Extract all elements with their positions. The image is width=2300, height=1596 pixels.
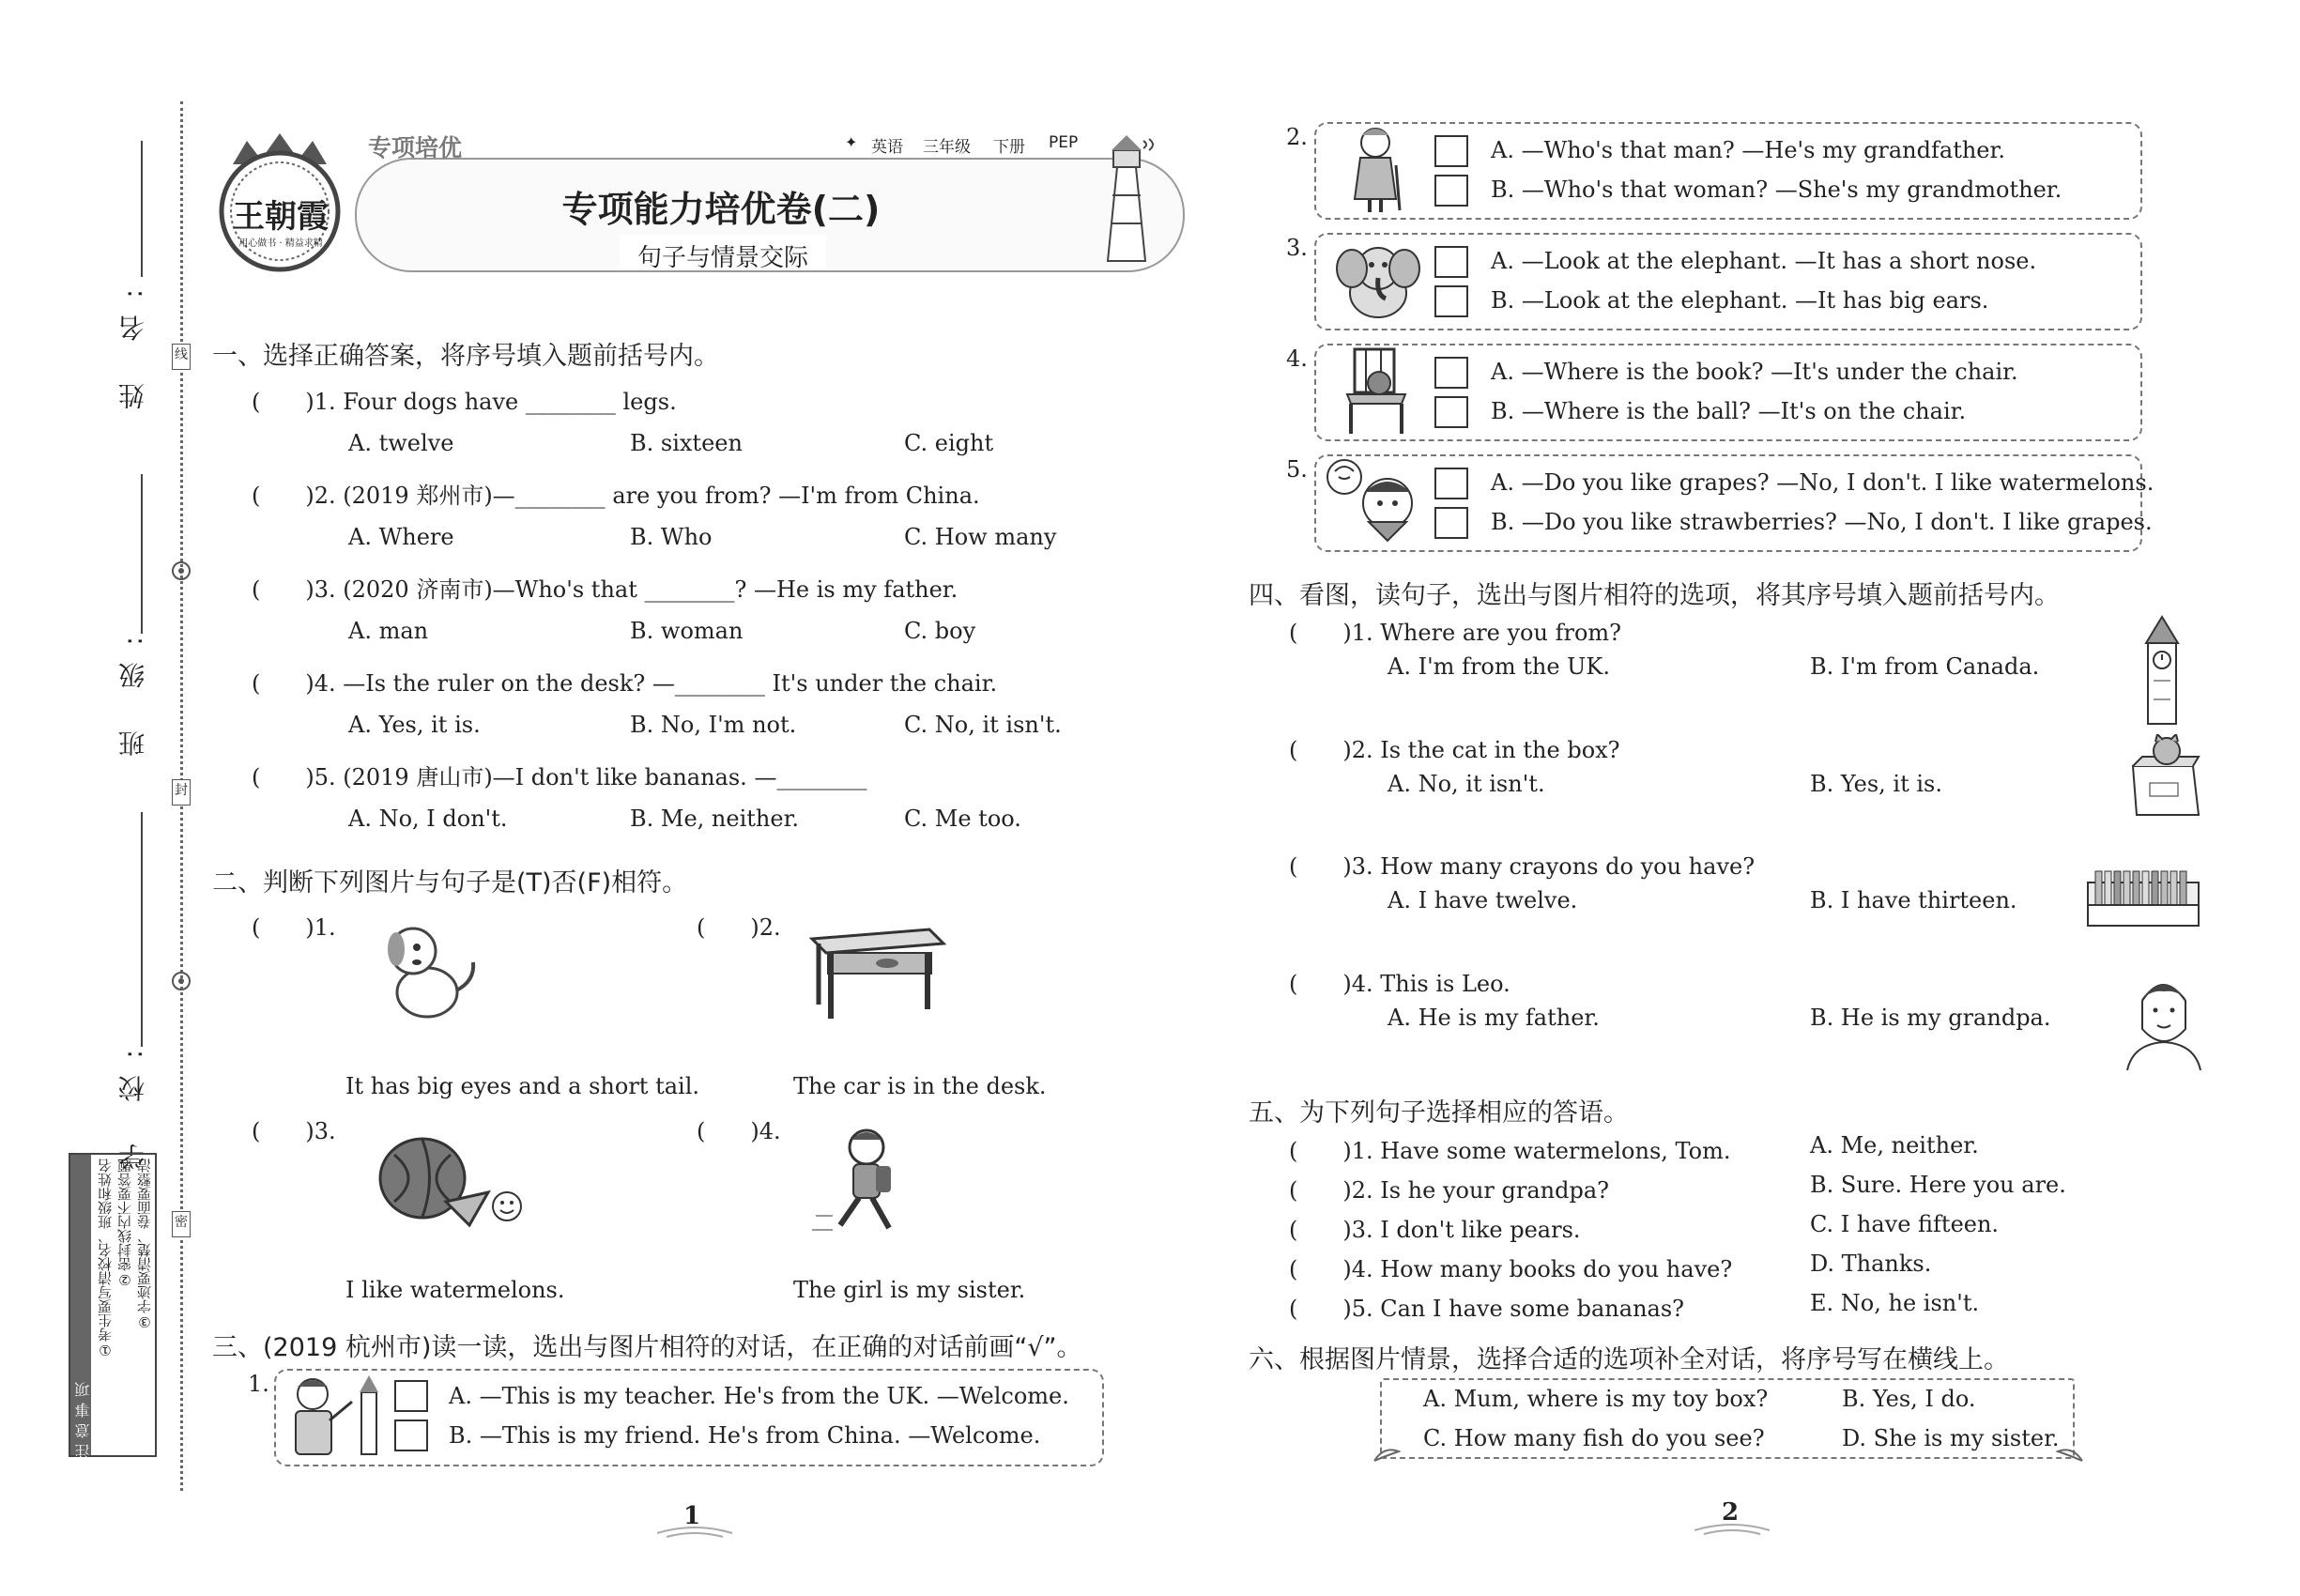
leaf-ornament-icon <box>1372 1444 1401 1463</box>
teacher-icon <box>286 1373 390 1458</box>
s3-item4-number: 4. <box>1286 345 1308 372</box>
s1-q2-option-a: A. Where <box>348 524 454 550</box>
page-number-1: 1 <box>683 1502 701 1530</box>
name-label: 姓 名: <box>117 272 148 410</box>
s3-item4-option-a: A. —Where is the book? —It's under the chair. <box>1491 359 2018 385</box>
s3-item3-option-a: A. —Look at the elephant. —It has a short nose. <box>1491 248 2037 274</box>
s1-q5-stem[interactable]: ( )5. (2019 唐山市)—I don't like bananas. —________ <box>252 764 867 790</box>
section3-title: 三、(2019 杭州市)读一读，选出与图片相符的对话，在正确的对话前画“√”。 <box>212 1333 1082 1362</box>
note-1: ①考生要写清校名、班级和姓名 <box>97 1159 114 1358</box>
s3-item3-checkbox-b[interactable] <box>1434 285 1468 317</box>
s1-q2-option-c: C. How many <box>904 524 1057 550</box>
s4-q1-option-b: B. I'm from Canada. <box>1810 653 2040 680</box>
notes-title: 注意事项 <box>74 1376 92 1459</box>
s4-q2-option-b: B. Yes, it is. <box>1810 771 1942 797</box>
desk-icon <box>807 920 948 1023</box>
series-label: 专项培优 <box>368 134 463 161</box>
s1-q1-option-b: B. sixteen <box>630 430 743 456</box>
notes-box <box>69 1153 157 1457</box>
note-3: ③字迹要清楚、卷面要整洁 <box>136 1159 153 1330</box>
s6-option-a: A. Mum, where is my toy box? <box>1423 1386 1769 1412</box>
boy-watermelon-icon <box>1320 456 1423 546</box>
section1-title: 一、选择正确答案，将序号填入题前括号内。 <box>212 342 719 371</box>
school-label: 学 校: <box>117 1033 148 1171</box>
s3-item2-checkbox-b[interactable] <box>1434 175 1468 207</box>
section4-title: 四、看图，读句子，选出与图片相符的选项，将其序号填入题前括号内。 <box>1249 581 2060 610</box>
big-ben-icon <box>2139 615 2185 728</box>
s3-item1-option-b: B. —This is my friend. He's from China. —Welcome. <box>449 1422 1041 1449</box>
meta-subject: 英语 <box>871 138 903 157</box>
s3-item5-option-a: A. —Do you like grapes? —No, I don't. I like watermelons. <box>1491 469 2154 496</box>
s4-q2-option-a: A. No, it isn't. <box>1388 771 1545 797</box>
s3-item2-checkbox-a[interactable] <box>1434 135 1468 167</box>
s2-item4-sentence: The girl is my sister. <box>793 1277 1026 1303</box>
s1-q1-stem[interactable]: ( )1. Four dogs have ________ legs. <box>252 389 677 415</box>
leaf-ornament-icon <box>2056 1444 2084 1463</box>
cut-mark-xian: 线 <box>172 344 191 370</box>
elephant-icon <box>1331 237 1425 323</box>
s1-q2-stem[interactable]: ( )2. (2019 郑州市)—________ are you from? —I'm from China. <box>252 483 980 509</box>
s4-q4-option-b: B. He is my grandpa. <box>1810 1005 2051 1031</box>
note-2: ②密封线内不要答题 <box>116 1159 133 1288</box>
page-ornament-icon <box>1694 1523 1770 1538</box>
class-label: 班 级: <box>117 620 148 758</box>
lighthouse-icon <box>1080 130 1164 270</box>
s1-q1-option-a: A. twelve <box>348 430 454 456</box>
s3-item5-checkbox-a[interactable] <box>1434 468 1468 499</box>
meta-volume: 下册 <box>993 138 1025 157</box>
s3-item4-checkbox-b[interactable] <box>1434 396 1468 428</box>
s5-a1: A. Me, neither. <box>1810 1132 1979 1159</box>
s6-option-c: C. How many fish do you see? <box>1423 1425 1765 1451</box>
s3-item1-checkbox-b[interactable] <box>394 1420 428 1451</box>
cat-box-icon <box>2129 734 2202 819</box>
s5-a3: C. I have fifteen. <box>1810 1211 2000 1237</box>
dog-icon <box>376 915 488 1028</box>
s3-item4-checkbox-a[interactable] <box>1434 357 1468 389</box>
s6-option-d: D. She is my sister. <box>1842 1425 2060 1451</box>
s5-a5: E. No, he isn't. <box>1810 1290 1980 1316</box>
page-ornament-icon <box>657 1526 732 1541</box>
running-boy-icon <box>812 1127 925 1239</box>
section5-title: 五、为下列句子选择相应的答语。 <box>1249 1098 1629 1128</box>
s2-item4-number[interactable]: ( )4. <box>697 1118 781 1144</box>
s1-q3-option-b: B. woman <box>630 618 744 644</box>
s2-item1-sentence: It has big eyes and a short tail. <box>345 1073 700 1099</box>
s2-item3-number[interactable]: ( )3. <box>252 1118 336 1144</box>
s1-q3-option-c: C. boy <box>904 618 976 644</box>
s1-q5-option-b: B. Me, neither. <box>630 806 800 832</box>
section6-title: 六、根据图片情景，选择合适的选项补全对话，将序号写在横线上。 <box>1249 1345 2009 1374</box>
s5-q4[interactable]: ( )4. How many books do you have? <box>1289 1256 1733 1282</box>
page-title: 专项能力培优卷(二) <box>561 189 881 230</box>
brand-name: 王朝霞 <box>233 198 329 236</box>
chair-ball-icon <box>1338 345 1422 436</box>
s1-q3-option-a: A. man <box>348 618 429 644</box>
s1-q1-option-c: C. eight <box>904 430 994 456</box>
s2-item3-sentence: I like watermelons. <box>345 1277 565 1303</box>
s1-q4-stem[interactable]: ( )4. —Is the ruler on the desk? —________ It's under the chair. <box>252 670 998 697</box>
s3-item3-checkbox-a[interactable] <box>1434 246 1468 278</box>
s3-item2-number: 2. <box>1286 124 1308 150</box>
s2-item1-number[interactable]: ( )1. <box>252 914 336 941</box>
s5-a4: D. Thanks. <box>1810 1251 1932 1277</box>
cut-mark-feng: 封 <box>172 779 191 806</box>
crayons-icon <box>2086 866 2202 931</box>
s4-q4-stem[interactable]: ( )4. This is Leo. <box>1289 971 1510 997</box>
s3-item5-number: 5. <box>1286 456 1308 483</box>
cut-mark-mi: 密 <box>172 1211 191 1237</box>
man-portrait-icon <box>2124 973 2204 1072</box>
meta-grade: 三年级 <box>923 138 971 157</box>
s1-q5-option-a: A. No, I don't. <box>348 806 508 832</box>
s5-q3[interactable]: ( )3. I don't like pears. <box>1289 1217 1581 1243</box>
s1-q5-option-c: C. Me too. <box>904 806 1021 832</box>
s4-q1-stem[interactable]: ( )1. Where are you from? <box>1289 620 1622 646</box>
school-field-line[interactable] <box>141 812 143 1047</box>
s3-item5-checkbox-b[interactable] <box>1434 507 1468 539</box>
s4-q2-stem[interactable]: ( )2. Is the cat in the box? <box>1289 737 1620 763</box>
scissors-icon <box>169 559 193 583</box>
s2-item2-number[interactable]: ( )2. <box>697 914 781 941</box>
s1-q2-option-b: B. Who <box>630 524 713 550</box>
s5-a2: B. Sure. Here you are. <box>1810 1172 2066 1198</box>
s3-item2-option-a: A. —Who's that man? —He's my grandfather. <box>1491 137 2005 163</box>
page-subtitle: 句子与情景交际 <box>636 244 808 272</box>
s4-q3-option-b: B. I have thirteen. <box>1810 887 2017 913</box>
s4-q3-stem[interactable]: ( )3. How many crayons do you have? <box>1289 853 1756 880</box>
s5-q2[interactable]: ( )2. Is he your grandpa? <box>1289 1177 1610 1204</box>
name-field-line[interactable] <box>141 141 143 277</box>
s3-item4-option-b: B. —Where is the ball? —It's on the chair. <box>1491 398 1967 424</box>
s1-q4-option-b: B. No, I'm not. <box>630 712 797 738</box>
s3-item2-option-b: B. —Who's that woman? —She's my grandmother. <box>1491 176 2062 203</box>
s6-option-b: B. Yes, I do. <box>1842 1386 1976 1412</box>
s5-q1[interactable]: ( )1. Have some watermelons, Tom. <box>1289 1138 1731 1164</box>
grandmother-icon <box>1338 124 1413 214</box>
meta-edition: PEP <box>1049 133 1079 152</box>
watermelon-icon <box>376 1127 526 1230</box>
s1-q4-option-c: C. No, it isn't. <box>904 712 1062 738</box>
s2-item2-sentence: The car is in the desk. <box>793 1073 1047 1099</box>
s3-item1-number: 1. <box>248 1371 269 1397</box>
s4-q3-option-a: A. I have twelve. <box>1388 887 1578 913</box>
s3-item3-option-b: B. —Look at the elephant. —It has big ears. <box>1491 287 1989 314</box>
s3-item1-checkbox-a[interactable] <box>394 1380 428 1412</box>
s3-item1-option-a: A. —This is my teacher. He's from the UK. —Welcome. <box>449 1383 1069 1409</box>
section2-title: 二、判断下列图片与句子是(T)否(F)相符。 <box>212 868 688 898</box>
s4-q1-option-a: A. I'm from the UK. <box>1388 653 1610 680</box>
s1-q4-option-a: A. Yes, it is. <box>348 712 481 738</box>
s3-item3-number: 3. <box>1286 235 1308 261</box>
s5-q5[interactable]: ( )5. Can I have some bananas? <box>1289 1296 1685 1322</box>
s1-q3-stem[interactable]: ( )3. (2020 济南市)—Who's that ________? —He is my father. <box>252 576 958 603</box>
brand-tagline: 用心做书 · 精益求精 <box>238 238 323 249</box>
s4-q4-option-a: A. He is my father. <box>1388 1005 1600 1031</box>
meta-subject-star: ✦ <box>845 133 858 151</box>
scissors-icon <box>169 969 193 993</box>
s3-item5-option-b: B. —Do you like strawberries? —No, I don't. I like grapes. <box>1491 509 2153 535</box>
class-field-line[interactable] <box>141 474 143 634</box>
page-number-2: 2 <box>1722 1498 1740 1527</box>
